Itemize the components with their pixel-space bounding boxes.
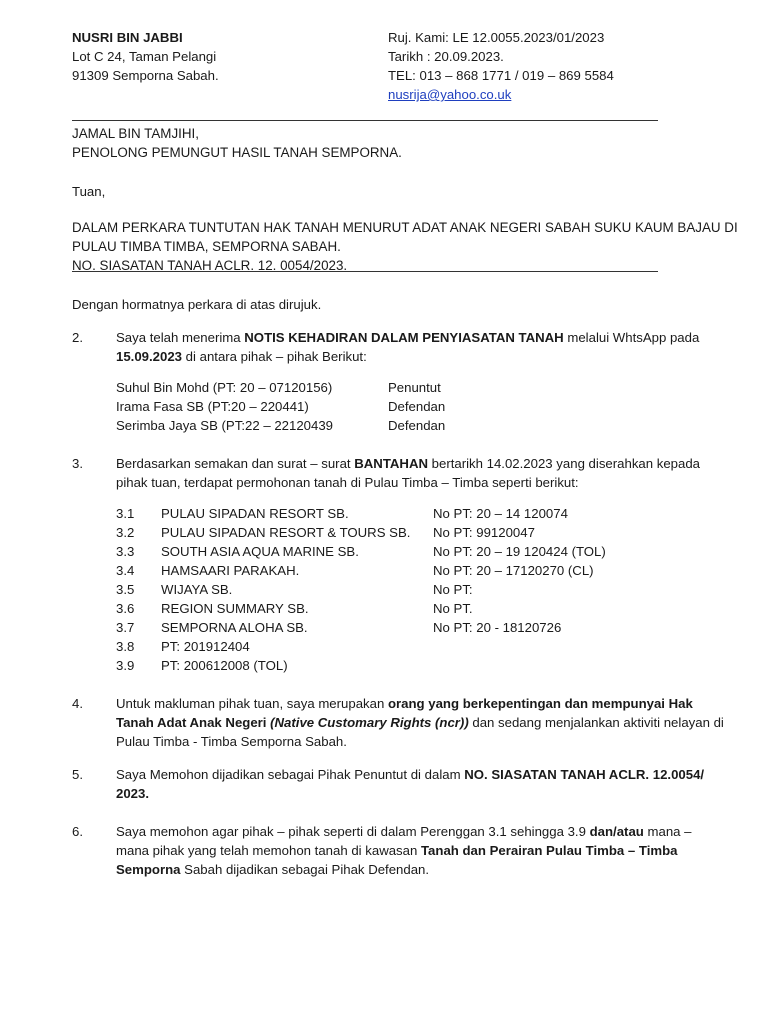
p6-text-1: Saya memohon agar pihak – pihak seperti di dalam Perenggan 3.1 sehingga 3.9 [116,824,590,839]
paragraph-4-number: 4. [72,696,83,711]
paragraph-3 [116,454,724,492]
party-name: Suhul Bin Mohd (PT: 20 – 07120156) [116,380,333,395]
salutation: Tuan, [72,184,106,199]
party-role: Defendan [388,399,446,414]
item-number: 3.7 [116,620,135,635]
item-pt: No PT: 99120047 [433,525,535,540]
p4-text-2: dan sedang menjalankan aktiviti nelayan di Pulau Timba - Timba Semporna Sabah. [116,715,724,749]
telephone-numbers: TEL: 013 – 868 1771 / 019 – 869 5584 [388,68,614,83]
item-pt: No PT: 20 – 17120270 (CL) [433,563,594,578]
p2-text-1: Saya telah menerima [116,330,245,345]
item-name: PULAU SIPADAN RESORT SB. [161,506,349,521]
item-pt: No PT: 20 – 19 120424 (TOL) [433,544,606,559]
item-pt: No PT: 20 - 18120726 [433,620,562,635]
email-link[interactable]: nusrija@yahoo.co.uk [388,87,512,102]
p3-text-2: bertarikh 14.02.2023 yang diserahkan kepada pihak tuan, terdapat permohonan tanah di Pulau Timba – Timba seperti berikut: [116,456,701,490]
p3-bold-bantahan: BANTAHAN [354,456,428,471]
item-pt: No PT. [433,601,473,616]
item-name: SEMPORNA ALOHA SB. [161,620,308,635]
subject-line2: PULAU TIMBA TIMBA, SEMPORNA SABAH. [72,239,341,254]
p2-bold-notice: NOTIS KEHADIRAN DALAM PENYIASATAN TANAH [244,330,564,345]
party-name: Irama Fasa SB (PT:20 – 220441) [116,399,309,414]
item-number: 3.8 [116,639,135,654]
p6-text-3: Sabah dijadikan sebagai Pihak Defendan. [180,862,430,877]
item-number: 3.5 [116,582,135,597]
p5-bold-case-number: NO. SIASATAN TANAH ACLR. 12.0054/ 2023. [116,767,705,801]
opening-sentence: Dengan hormatnya perkara di atas dirujuk. [72,297,322,312]
party-role: Defendan [388,418,446,433]
item-number: 3.1 [116,506,135,521]
paragraph-6 [116,822,701,879]
p5-text-1: Saya Memohon dijadikan sebagai Pihak Penuntut di dalam [116,767,465,782]
item-pt: No PT: [433,582,473,597]
p4-text-1: Untuk makluman pihak tuan, saya merupakan [116,696,388,711]
item-number: 3.2 [116,525,135,540]
header-divider [72,120,658,121]
item-name: REGION SUMMARY SB. [161,601,309,616]
p2-text-2: melalui WhtsApp pada [563,330,700,345]
item-number: 3.4 [116,563,135,578]
subject-line1: DALAM PERKARA TUNTUTAN HAK TANAH MENURUT ADAT ANAK NEGERI SABAH SUKU KAUM BAJAU DI [72,220,738,235]
recipient-title: PENOLONG PEMUNGUT HASIL TANAH SEMPORNA. [72,145,402,160]
recipient-name: JAMAL BIN TAMJIHI, [72,126,199,141]
p2-text-3: di antara pihak – pihak Berikut: [182,349,367,364]
item-name: PULAU SIPADAN RESORT & TOURS SB. [161,525,411,540]
p6-text-2: mana – mana pihak yang telah memohon tanah di kawasan [116,824,692,858]
party-role: Penuntut [388,380,441,395]
p2-bold-date: 15.09.2023 [116,349,183,364]
item-number: 3.3 [116,544,135,559]
sender-address-line1: Lot C 24, Taman Pelangi [72,49,217,64]
item-name: PT: 201912404 [161,639,250,654]
paragraph-6-number: 6. [72,824,83,839]
paragraph-3-number: 3. [72,456,83,471]
item-name: SOUTH ASIA AQUA MARINE SB. [161,544,359,559]
reference-number: Ruj. Kami: LE 12.0055.2023/01/2023 [388,30,605,45]
paragraph-2-number: 2. [72,330,83,345]
item-number: 3.6 [116,601,135,616]
paragraph-4 [116,694,724,751]
item-pt: No PT: 20 – 14 120074 [433,506,568,521]
paragraph-5 [116,765,724,803]
p6-bold-danatau: dan/atau [589,824,644,839]
sender-name: NUSRI BIN JABBI [72,30,183,45]
sender-address-line2: 91309 Semporna Sabah. [72,68,219,83]
item-name: HAMSAARI PARAKAH. [161,563,300,578]
item-name: WIJAYA SB. [161,582,233,597]
letter-date: Tarikh : 20.09.2023. [388,49,504,64]
item-name: PT: 200612008 (TOL) [161,658,288,673]
p4-bold-rights: orang yang berkepentingan dan mempunyai Hak Tanah Adat Anak Negeri [116,696,693,730]
paragraph-2 [116,328,701,366]
subject-underline [72,271,658,272]
p3-text-1: Berdasarkan semakan dan surat – surat [116,456,355,471]
party-name: Serimba Jaya SB (PT:22 – 22120439 [116,418,333,433]
subject-line3: NO. SIASATAN TANAH ACLR. 12. 0054/2023. [72,258,348,273]
paragraph-5-number: 5. [72,767,83,782]
p4-bold-italic-ncr: (Native Customary Rights (ncr)) [266,715,469,730]
p6-bold-area: Tanah dan Perairan Pulau Timba – Timba Semporna [116,843,678,877]
item-number: 3.9 [116,658,135,673]
